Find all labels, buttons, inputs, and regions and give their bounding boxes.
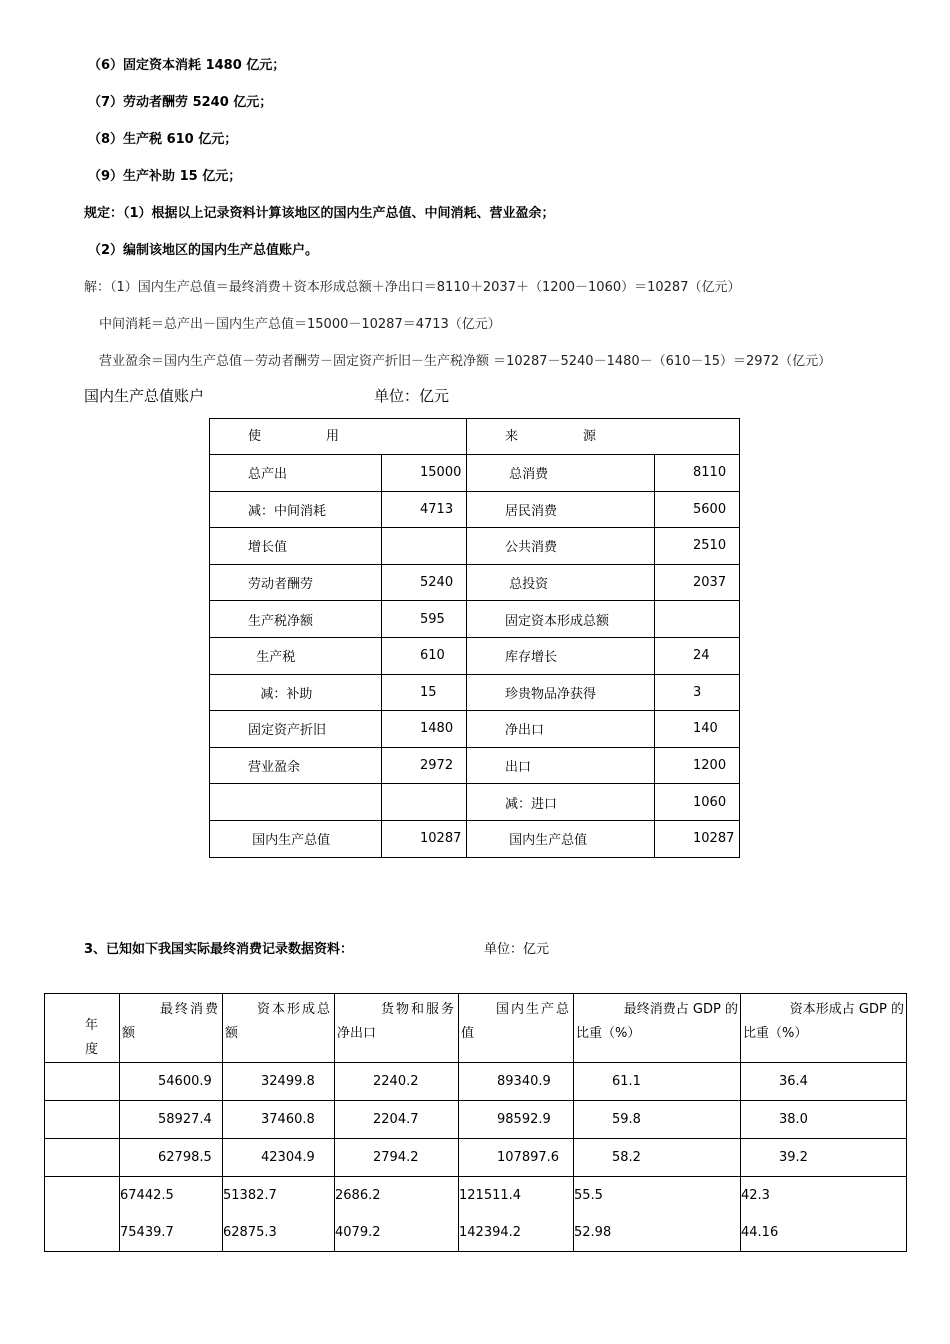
year-cell [45, 1101, 120, 1139]
data-cell: 54600.9 [120, 1063, 223, 1101]
consumption-header-row [45, 994, 907, 1063]
use-value [382, 784, 467, 821]
year-cell [45, 1063, 120, 1101]
consumption-body [45, 1063, 907, 1252]
table-row [210, 784, 740, 821]
source-label: 出口 [467, 747, 655, 784]
table-row [210, 747, 740, 784]
data-cell: 52.98 [574, 1225, 612, 1240]
table-row [210, 820, 740, 857]
source-value: 1060 [655, 784, 740, 821]
source-label: 净出口 [467, 711, 655, 748]
table-row [210, 674, 740, 711]
consumption-table [44, 993, 907, 1252]
header-capital-formation: 资本形成总 额 [223, 994, 335, 1063]
data-cell: 98592.9 [459, 1101, 574, 1139]
data-cell-group [459, 1177, 574, 1252]
header-final-consumption: 最终消费 额 [120, 994, 223, 1063]
source-label: 国内生产总值 [467, 820, 655, 857]
source-label: 公共消费 [467, 528, 655, 565]
header-gdp: 国内生产总 值 [459, 994, 574, 1063]
gdp-account-table [209, 418, 740, 858]
source-label: 总消费 [467, 455, 655, 492]
header-capital-ratio: 资本形成占 GDP 的 比重（%） [741, 994, 907, 1063]
data-cell: 59.8 [574, 1101, 741, 1139]
data-cell: 89340.9 [459, 1063, 574, 1101]
data-cell: 44.16 [741, 1225, 779, 1240]
data-cell: 38.0 [741, 1101, 907, 1139]
table-header-row [210, 419, 740, 455]
source-value: 2037 [655, 564, 740, 601]
year-cell [45, 1139, 120, 1177]
data-cell-group [223, 1177, 335, 1252]
use-value: 595 [382, 601, 467, 638]
data-cell: 58.2 [574, 1139, 741, 1177]
item-9: （9）生产补助 15 亿元； [88, 169, 242, 184]
use-value: 15 [382, 674, 467, 711]
use-label: 营业盈余 [210, 747, 382, 784]
data-cell: 62798.5 [120, 1139, 223, 1177]
question3-unit: 单位：亿元 [484, 942, 550, 957]
data-cell-group [120, 1177, 223, 1252]
data-cell: 75439.7 [120, 1225, 174, 1240]
item-8: （8）生产税 610 亿元； [88, 132, 238, 147]
data-cell: 58927.4 [120, 1101, 223, 1139]
use-value: 15000 [382, 455, 467, 492]
data-cell: 107897.6 [459, 1139, 574, 1177]
data-cell: 36.4 [741, 1063, 907, 1101]
use-label [210, 784, 382, 821]
use-value [382, 528, 467, 565]
data-cell: 61.1 [574, 1063, 741, 1101]
table-row [210, 564, 740, 601]
data-cell: 2794.2 [335, 1139, 459, 1177]
header-net-export: 货物和服务 净出口 [335, 994, 459, 1063]
data-cell: 42.3 [741, 1188, 770, 1203]
source-value: 8110 [655, 455, 740, 492]
use-value: 5240 [382, 564, 467, 601]
data-cell-group [741, 1177, 907, 1252]
use-label: 生产税净额 [210, 601, 382, 638]
solution-gdp: 解：（1）国内生产总值＝最终消费＋资本形成总额＋净出口＝8110＋2037＋（1200－1060）＝10287（亿元） [84, 280, 741, 295]
account-body [210, 455, 740, 858]
use-label: 国内生产总值 [210, 820, 382, 857]
source-value: 10287 [655, 820, 740, 857]
source-label: 固定资本形成总额 [467, 601, 655, 638]
source-label: 珍贵物品净获得 [467, 674, 655, 711]
data-cell: 39.2 [741, 1139, 907, 1177]
data-cell-group [335, 1177, 459, 1252]
use-value: 1480 [382, 711, 467, 748]
header-year: 年度 [45, 994, 120, 1063]
item-7: （7）劳动者酬劳 5240 亿元； [88, 95, 273, 110]
table-row [210, 491, 740, 528]
data-cell: 142394.2 [459, 1225, 522, 1240]
header-source: 来 源 [467, 419, 740, 455]
source-value: 3 [655, 674, 740, 711]
table-row [210, 455, 740, 492]
header-use: 使 用 [210, 419, 467, 455]
source-value: 24 [655, 637, 740, 674]
use-label: 固定资产折旧 [210, 711, 382, 748]
use-value: 2972 [382, 747, 467, 784]
source-value: 5600 [655, 491, 740, 528]
use-label: 生产税 [210, 637, 382, 674]
table-row [45, 1063, 907, 1101]
table-row [210, 601, 740, 638]
use-value: 610 [382, 637, 467, 674]
header-consumption-ratio: 最终消费占 GDP 的 比重（%） [574, 994, 741, 1063]
requirement-line-1: 规定：（1）根据以上记录资料计算该地区的国内生产总值、中间消耗、营业盈余； [84, 206, 555, 221]
use-label: 减：补助 [210, 674, 382, 711]
source-label: 居民消费 [467, 491, 655, 528]
source-value: 1200 [655, 747, 740, 784]
data-cell: 2240.2 [335, 1063, 459, 1101]
source-value [655, 601, 740, 638]
data-cell: 37460.8 [223, 1101, 335, 1139]
data-cell: 2204.7 [335, 1101, 459, 1139]
item-6: （6）固定资本消耗 1480 亿元； [88, 58, 286, 73]
data-cell: 67442.5 [120, 1188, 174, 1203]
data-cell: 32499.8 [223, 1063, 335, 1101]
use-value: 10287 [382, 820, 467, 857]
source-label: 减：进口 [467, 784, 655, 821]
table-row [210, 528, 740, 565]
use-value: 4713 [382, 491, 467, 528]
source-value: 2510 [655, 528, 740, 565]
data-cell: 55.5 [574, 1188, 603, 1203]
table-row [45, 1101, 907, 1139]
account-title: 国内生产总值账户 [84, 387, 205, 405]
requirement-line-2: （2）编制该地区的国内生产总值账户。 [88, 243, 319, 258]
use-label: 劳动者酬劳 [210, 564, 382, 601]
solution-surplus: 营业盈余＝国内生产总值－劳动者酬劳－固定资产折旧－生产税净额 ＝10287－5240－1480－（610－15）＝2972（亿元） [99, 354, 832, 369]
data-cell-group [574, 1177, 741, 1252]
solution-intermediate: 中间消耗＝总产出－国内生产总值＝15000－10287＝4713（亿元） [99, 317, 501, 332]
account-unit: 单位：亿元 [374, 387, 450, 405]
table-row [210, 711, 740, 748]
data-cell: 121511.4 [459, 1188, 522, 1203]
data-cell: 62875.3 [223, 1225, 277, 1240]
use-label: 减：中间消耗 [210, 491, 382, 528]
data-cell: 2686.2 [335, 1188, 381, 1203]
table-row [210, 637, 740, 674]
table-row [45, 1177, 907, 1252]
table-row [45, 1139, 907, 1177]
year-cell [45, 1177, 120, 1252]
question3-title: 3、已知如下我国实际最终消费记录数据资料： [84, 942, 354, 957]
source-label: 总投资 [467, 564, 655, 601]
use-label: 总产出 [210, 455, 382, 492]
data-cell: 4079.2 [335, 1225, 381, 1240]
data-cell: 51382.7 [223, 1188, 277, 1203]
source-label: 库存增长 [467, 637, 655, 674]
use-label: 增长值 [210, 528, 382, 565]
source-value: 140 [655, 711, 740, 748]
data-cell: 42304.9 [223, 1139, 335, 1177]
